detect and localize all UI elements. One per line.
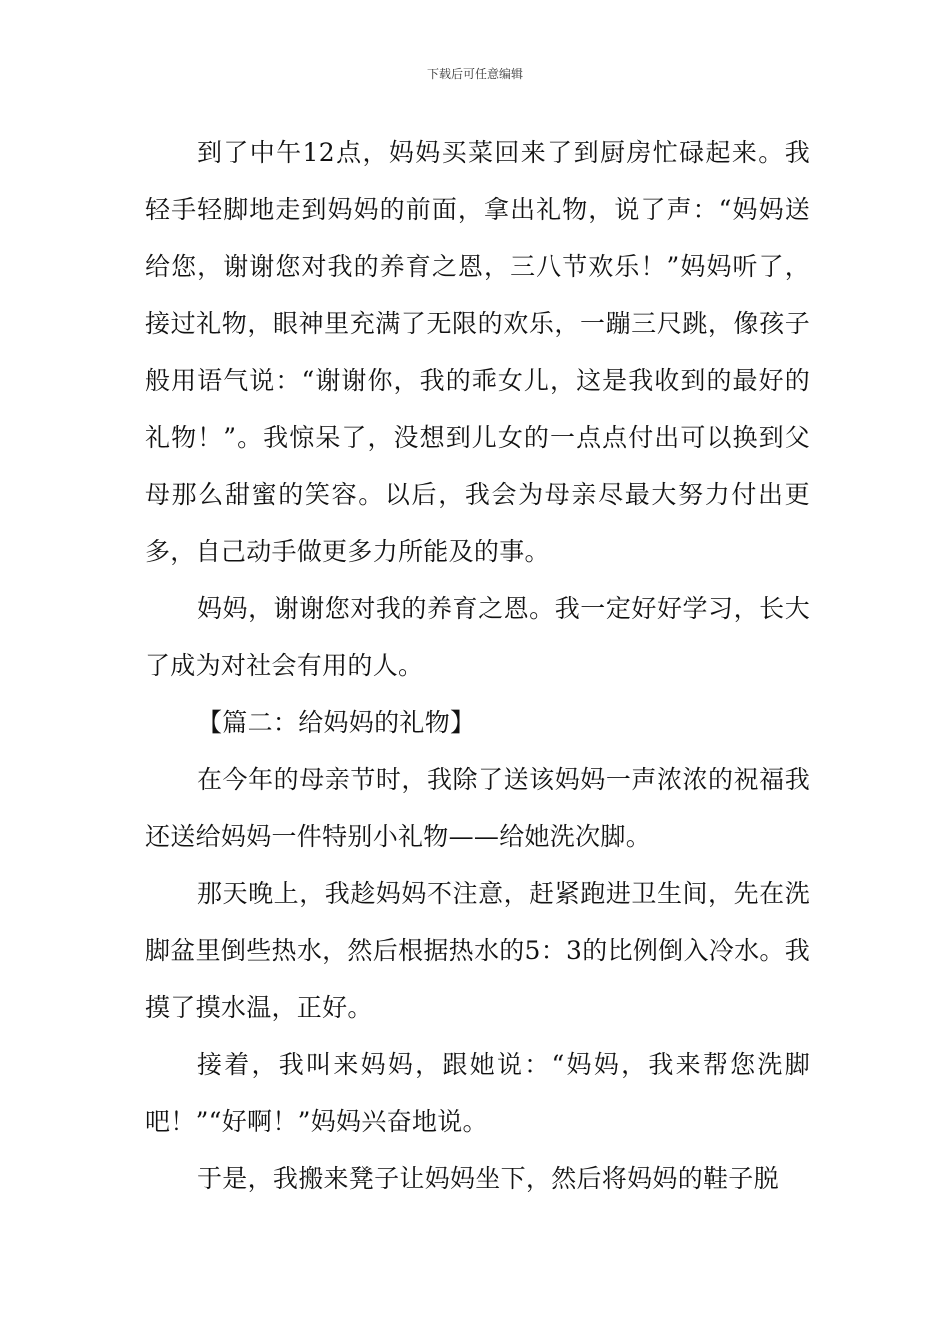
paragraph-thanks: 妈妈，谢谢您对我的养育之恩。我一定好好学习，长大了成为对社会有用的人。 xyxy=(145,594,810,680)
section-heading: 【篇二：给妈妈的礼物】 xyxy=(197,708,476,737)
paragraph-call-mother: 接着，我叫来妈妈，跟她说：“妈妈，我来帮您洗脚吧！”“好啊！”妈妈兴奋地说。 xyxy=(145,1050,810,1136)
paragraph-mothers-day: 在今年的母亲节时，我除了送该妈妈一声浓浓的祝福我还送给妈妈一件特别小礼物——给她洗次脚。 xyxy=(145,765,810,851)
paragraph-gift-giving: 到了中午12点，妈妈买菜回来了到厨房忙碌起来。我轻手轻脚地走到妈妈的前面，拿出礼物，说了声：“妈妈送给您，谢谢您对我的养育之恩，三八节欢乐！”妈妈听了，接过礼物，眼神里充满了无限的欢乐，一蹦三尺跳，像孩子般用语气说：“谢谢你，我的乖女儿，这是我收到的最好的礼物！”。我惊呆了，没想到儿女的一点点付出可以换到父母那么甜蜜的笑容。以后，我会为母亲尽最大努力付出更多，自己动手做更多力所能及的事。 xyxy=(145,138,810,566)
document-body xyxy=(145,124,810,1207)
paragraph-prepare-water: 那天晚上，我趁妈妈不注意，赶紧跑进卫生间，先在洗脚盆里倒些热水，然后根据热水的5：3的比例倒入冷水。我摸了摸水温，正好。 xyxy=(145,879,810,1022)
page-header: 下载后可任意编辑 xyxy=(426,67,523,81)
paragraph-bring-stool: 于是，我搬来凳子让妈妈坐下，然后将妈妈的鞋子脱 xyxy=(197,1164,779,1193)
